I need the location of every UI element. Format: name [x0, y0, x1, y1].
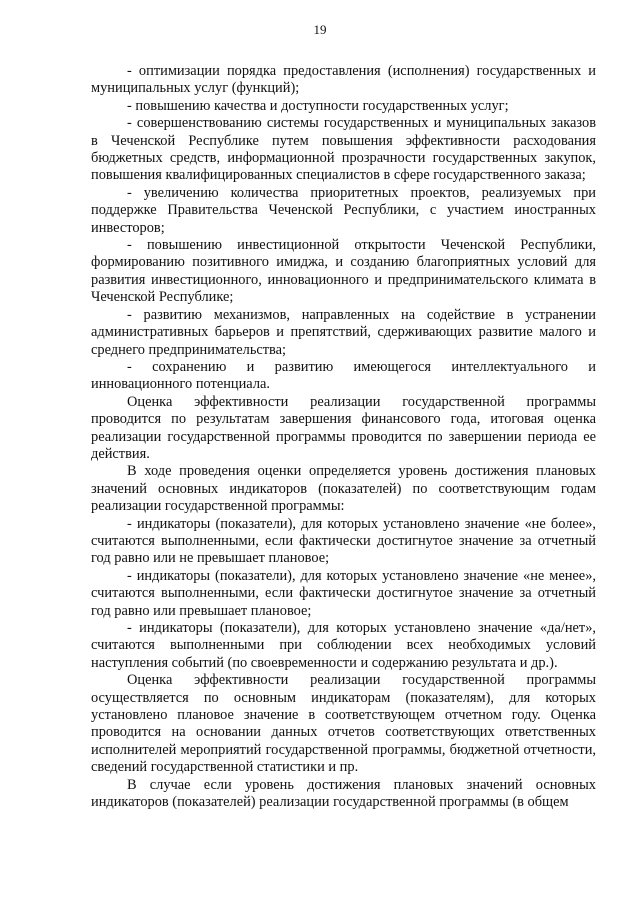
- paragraph: - повышению качества и доступности государственных услуг;: [127, 97, 509, 114]
- paragraph: - индикаторы (показатели), для которых установлено значение «не менее», считаются выполненными, если фактически достигнутое значение за отчетный год равно или превышает плановое;: [91, 567, 596, 619]
- paragraph: - совершенствованию системы государственных и муниципальных заказов в Чеченской Республике путем повышения эффективности расходования бюджетных средств, информационной прозрачности государственных закупок, повышения квалифицированных специалистов в сфере государственного заказа;: [91, 115, 596, 184]
- paragraph: - индикаторы (показатели), для которых установлено значение «да/нет», считаются выполненными при соблюдении всех необходимых условий наступления событий (по своевременности и содержанию результата и др.).: [91, 620, 596, 671]
- paragraph: - сохранению и развитию имеющегося интеллектуального и инновационного потенциала.: [91, 358, 596, 393]
- paragraph: В ходе проведения оценки определяется уровень достижения плановых значений основных индикаторов (показателей) по соответствующим годам реализации государственной программы:: [91, 463, 596, 515]
- paragraph: В случае если уровень достижения плановых значений основных индикаторов (показателей) реализации государственной программы (в общем: [91, 776, 596, 811]
- paragraph: - увеличению количества приоритетных проектов, реализуемых при поддержке Правительства Чеченской Республики, с участием иностранных инвесторов;: [91, 184, 596, 236]
- paragraph: Оценка эффективности реализации государственной программы осуществляется по основным индикаторам (показателям), для которых установлено плановое значение в соответствующем отчетном году. Оценка проводится на основании данных отчетов соответствующих ответственных исполнителей мероприятий государственной программы, бюджетной отчетности, сведений государственной статистики и пр.: [91, 672, 596, 776]
- paragraph: Оценка эффективности реализации государственной программы проводится по результатам завершения финансового года, итоговая оценка реализации государственной программы проводится по завершении периода ее действия.: [91, 393, 596, 462]
- body-text: [91, 63, 596, 811]
- paragraph: - индикаторы (показатели), для которых установлено значение «не более», считаются выполненными, если фактически достигнутое значение за отчетный год равно или не превышает плановое;: [91, 515, 596, 567]
- paragraph: - оптимизации порядка предоставления (исполнения) государственных и муниципальных услуг (функций);: [91, 63, 596, 97]
- paragraph: - повышению инвестиционной открытости Чеченской Республики, формированию позитивного имиджа, и созданию благоприятных условий для развития инвестиционного, инновационного и предпринимательского климата в Чеченской Республике;: [91, 237, 596, 306]
- paragraph: - развитию механизмов, направленных на содействие в устранении административных барьеров и препятствий, сдерживающих развитие малого и среднего предпринимательства;: [91, 306, 596, 358]
- page-number: 19: [313, 22, 327, 37]
